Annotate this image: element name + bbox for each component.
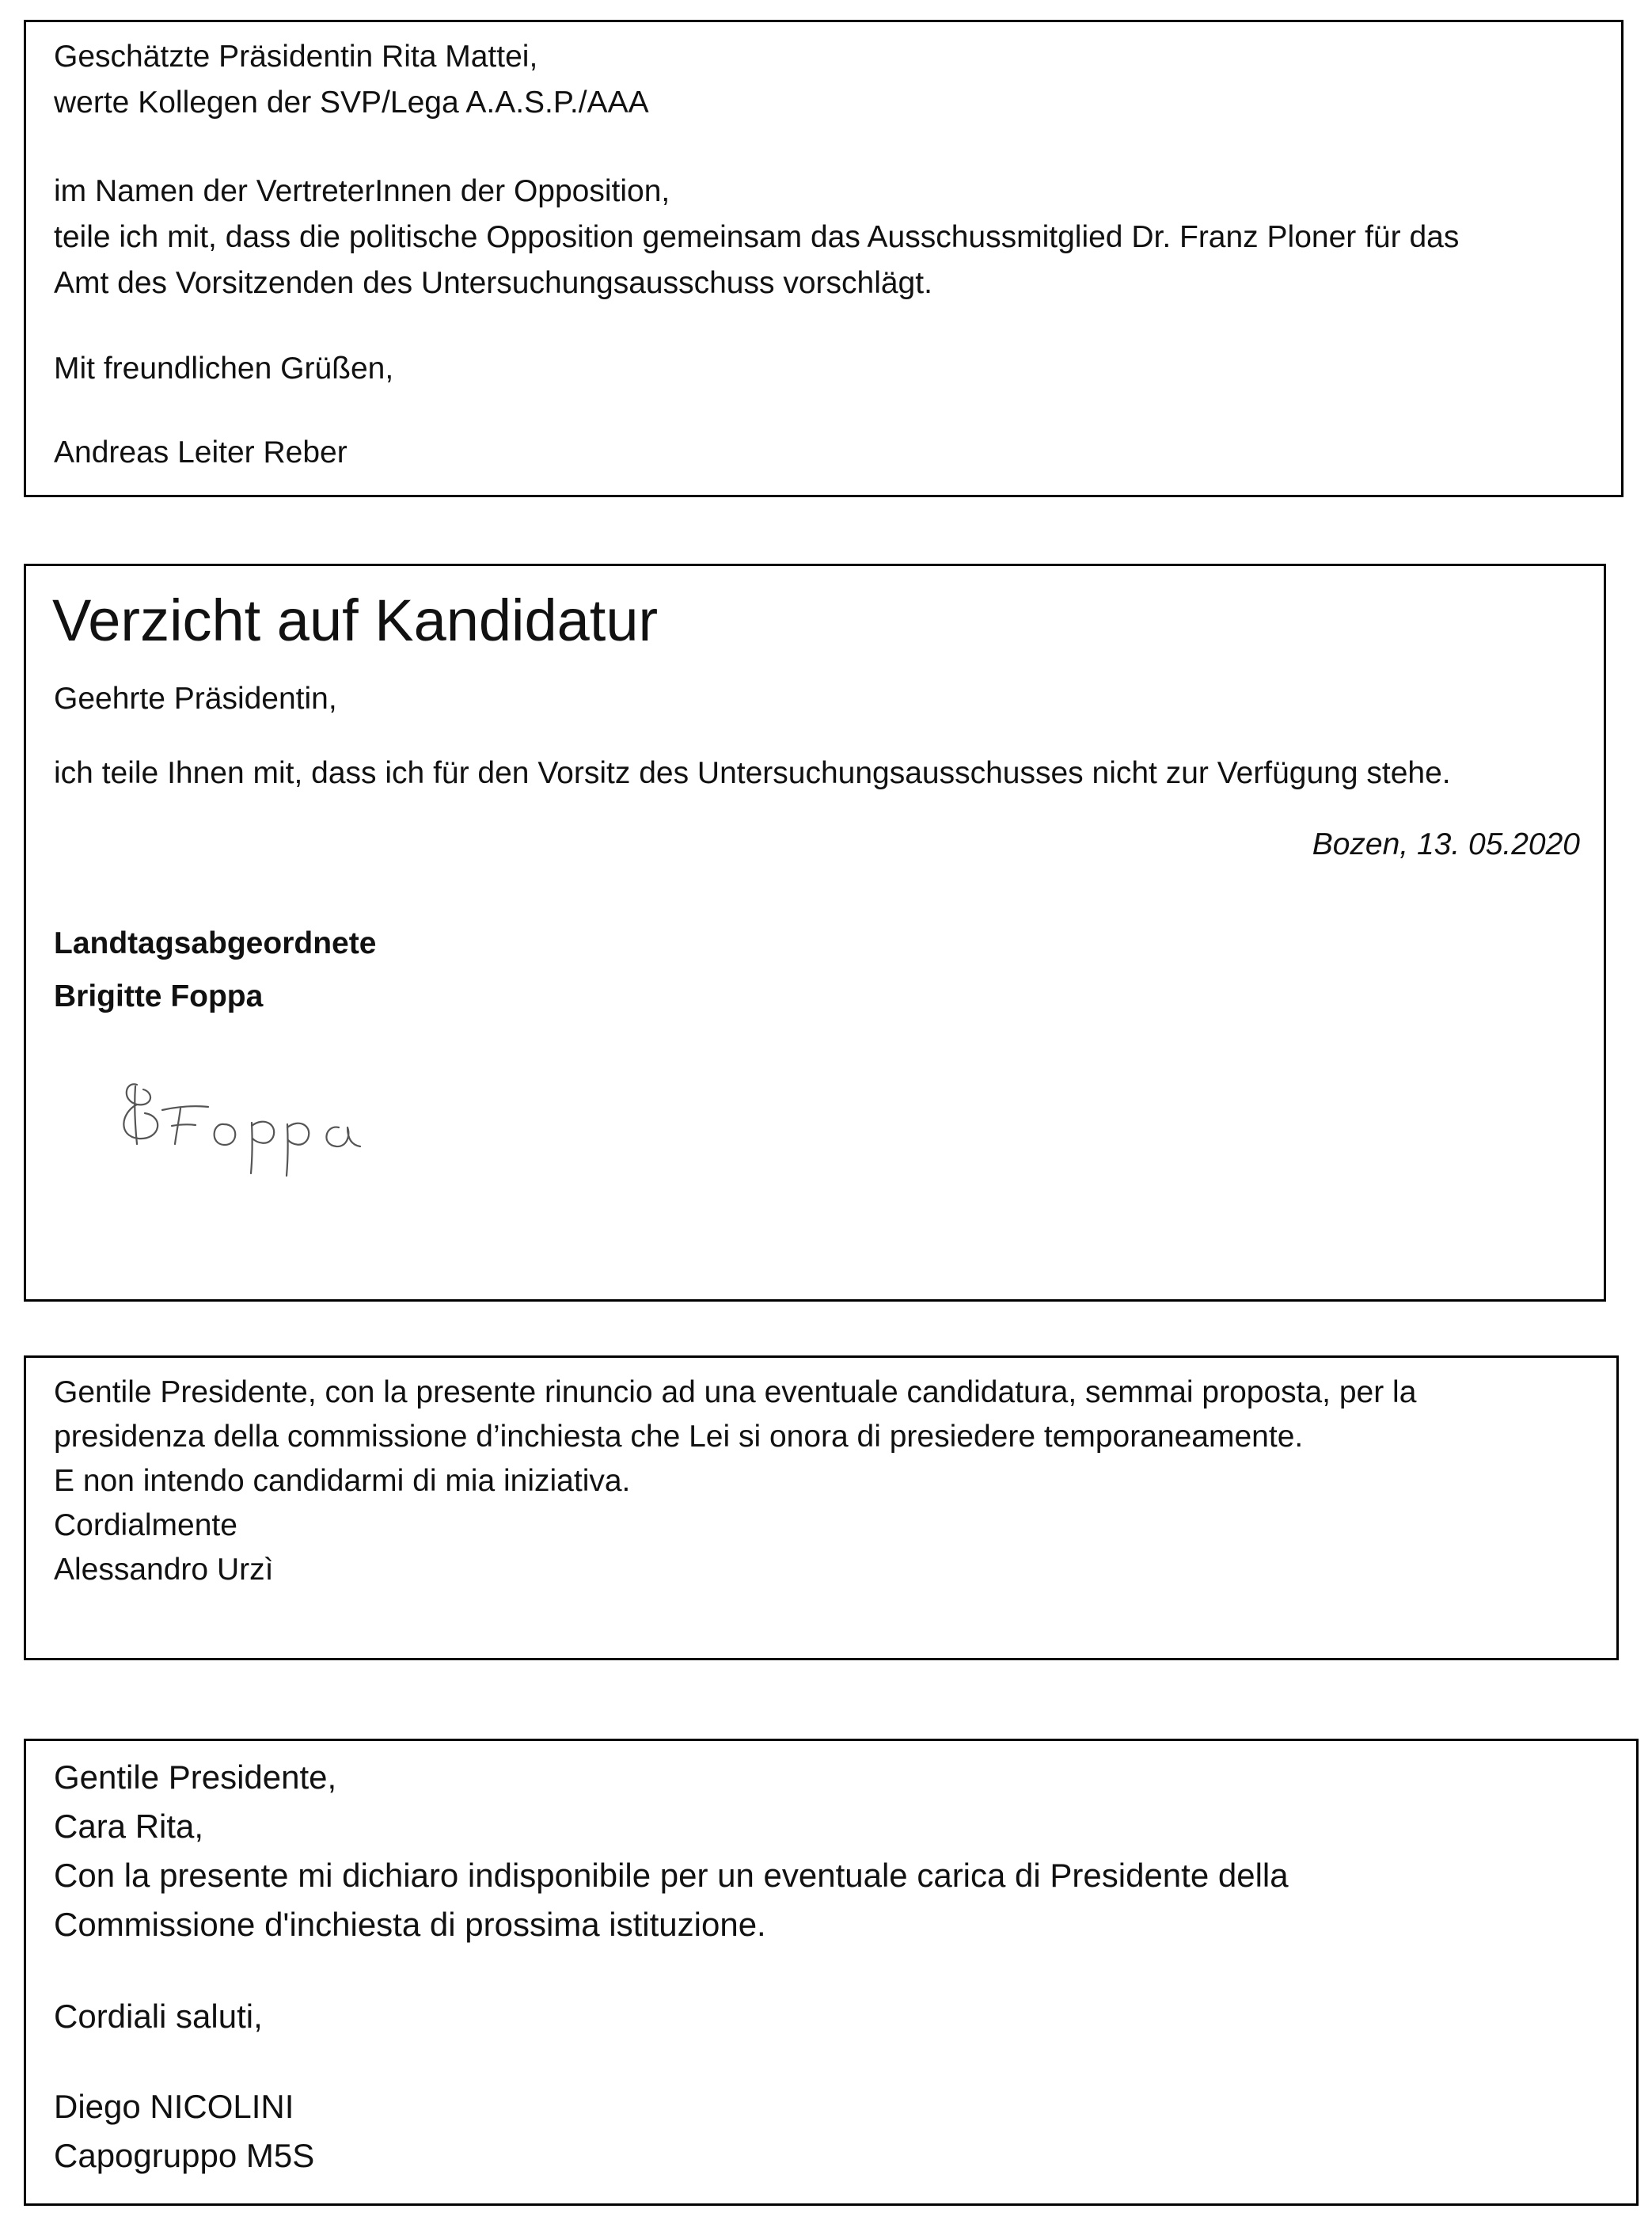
letter-line: teile ich mit, dass die politische Opposition gemeinsam das Ausschussmitglied Dr. Franz Ploner für das bbox=[54, 220, 1460, 254]
letter-line: Amt des Vorsitzenden des Untersuchungsausschuss vorschlägt. bbox=[54, 266, 932, 300]
handwritten-signature bbox=[105, 1037, 406, 1188]
salutation: Cara Rita, bbox=[54, 1808, 204, 1845]
letter-line: E non intendo candidarmi di mia iniziativa. bbox=[54, 1464, 631, 1498]
sender-name: Andreas Leiter Reber bbox=[54, 435, 347, 470]
letter-body: ich teile Ihnen mit, dass ich für den Vorsitz des Untersuchungsausschusses nicht zur Verfügung stehe. bbox=[54, 756, 1451, 790]
sender-role: Landtagsabgeordnete bbox=[54, 926, 377, 960]
closing-line: Mit freundlichen Grüßen, bbox=[54, 352, 394, 386]
salutation: Geehrte Präsidentin, bbox=[54, 682, 337, 716]
closing-line: Cordialmente bbox=[54, 1508, 237, 1542]
letter-renunciation-nicolini bbox=[24, 1739, 1639, 2206]
sender-name: Alessandro Urzì bbox=[54, 1553, 274, 1587]
letter-line: werte Kollegen der SVP/Lega A.A.S.P./AAA bbox=[54, 86, 649, 120]
letter-line: Gentile Presidente, con la presente rinuncio ad una eventuale candidatura, semmai proposta, per la bbox=[54, 1375, 1417, 1409]
letter-line: Con la presente mi dichiaro indisponibile per un eventuale carica di Presidente della bbox=[54, 1857, 1289, 1894]
letter-date: Bozen, 13. 05.2020 bbox=[1312, 827, 1580, 861]
sender-role: Capogruppo M5S bbox=[54, 2137, 315, 2174]
letter-line: im Namen der VertreterInnen der Opposition, bbox=[54, 174, 670, 208]
closing-line: Cordiali saluti, bbox=[54, 1998, 263, 2035]
sender-name: Brigitte Foppa bbox=[54, 979, 264, 1013]
letter-heading: Verzicht auf Kandidatur bbox=[52, 587, 659, 653]
salutation: Gentile Presidente, bbox=[54, 1758, 337, 1796]
letter-renunciation-foppa bbox=[24, 564, 1606, 1302]
letter-line: presidenza della commissione d’inchiesta che Lei si onora di presiedere temporaneamente. bbox=[54, 1420, 1304, 1454]
letter-line: Geschätzte Präsidentin Rita Mattei, bbox=[54, 40, 538, 74]
sender-name: Diego NICOLINI bbox=[54, 2088, 294, 2125]
letter-renunciation-urzi bbox=[24, 1355, 1619, 1660]
letter-opposition-proposal bbox=[24, 20, 1624, 497]
letter-line: Commissione d'inchiesta di prossima istituzione. bbox=[54, 1906, 766, 1943]
